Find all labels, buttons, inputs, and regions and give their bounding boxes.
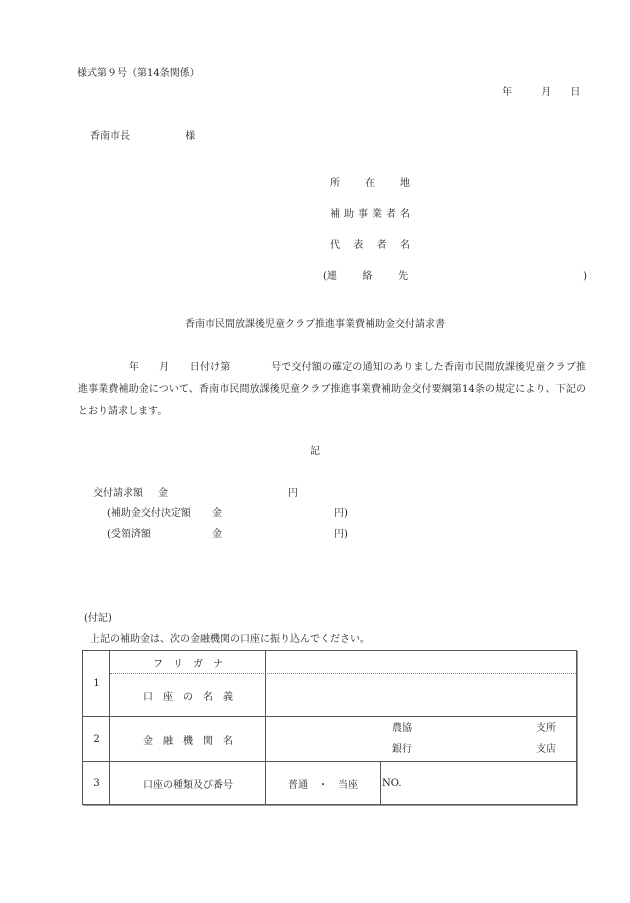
char: 在 — [365, 178, 375, 189]
char: (連 — [323, 271, 337, 282]
addressee-name: 香南市長 — [90, 131, 130, 142]
amount-label: 交付請求額 — [93, 488, 143, 499]
char: 名 — [400, 209, 410, 220]
amount-label: (受領済額 — [107, 529, 151, 540]
shisho-text: 支所 — [536, 723, 556, 734]
divider — [380, 761, 381, 804]
char: 代 — [330, 240, 340, 251]
char: 事 — [358, 209, 368, 220]
addressee — [90, 131, 195, 143]
appendix-label: (付記) — [84, 613, 112, 624]
char: 者 — [376, 240, 387, 251]
date-day: 日 — [570, 87, 581, 98]
row-number: 2 — [93, 733, 100, 745]
row-number: 1 — [93, 678, 100, 689]
amount-decided-row — [107, 508, 348, 520]
nokyo-text: 農協 — [392, 723, 412, 734]
char: 業 — [372, 209, 382, 220]
char: 者 — [386, 209, 396, 220]
char: 表 — [353, 240, 364, 251]
account-type-label: 口座の種類及び番号 — [143, 780, 233, 791]
char: 名 — [399, 240, 410, 251]
kin-mark: 金 — [158, 488, 168, 499]
contact-label — [323, 271, 587, 283]
date-month: 月 — [541, 87, 552, 98]
yen-mark: 円) — [334, 508, 348, 519]
kin-mark: 金 — [212, 508, 222, 519]
bank-name-input[interactable] — [266, 717, 577, 761]
addressee-honorific: 様 — [185, 131, 196, 142]
business-name-label — [330, 209, 410, 221]
ginko-text: 銀行 — [392, 744, 412, 755]
account-holder-label: 口 座 の 名 義 — [143, 691, 233, 703]
account-holder-input[interactable] — [266, 674, 577, 716]
char: 先 — [398, 271, 408, 282]
amount-label: (補助金交付決定額 — [107, 508, 191, 519]
bank-name-label: 金 融 機 関 名 — [143, 735, 233, 747]
char: 助 — [344, 209, 354, 220]
date-year: 年 — [502, 87, 512, 98]
char: 地 — [400, 178, 410, 189]
yen-mark: 円) — [334, 529, 348, 540]
account-number-input[interactable]: NO. — [382, 778, 402, 789]
ki-heading: 記 — [310, 446, 320, 457]
appendix-note: 上記の補助金は、次の金融機関の口座に振り込んでください。 — [90, 634, 370, 645]
yen-mark: 円 — [288, 488, 298, 499]
date-line — [502, 87, 580, 99]
bank-account-table — [82, 650, 577, 805]
contact-close-paren: ) — [583, 271, 587, 282]
representative-label — [330, 240, 410, 252]
body-text: 年 月 日付け第 号で交付額の確定の通知のありました香南市民間放課後児童クラブ推進事業費補助金について、香南市民間放課後児童クラブ推進事業費補助金交付要綱第14条の規定により、下記のとおり請求します。 — [78, 362, 586, 417]
char: 絡 — [362, 271, 373, 282]
shiten-text: 支店 — [536, 744, 556, 755]
char: 補 — [330, 209, 340, 220]
char: 所 — [330, 178, 340, 189]
form-number: 様式第９号（第14条関係） — [77, 68, 200, 79]
location-label — [330, 178, 410, 190]
amount-request-row — [93, 488, 298, 500]
account-type-select[interactable]: 普通 ・ 当座 — [288, 780, 358, 791]
row-number: 3 — [93, 778, 100, 789]
furigana-label: フ リ ガ ナ — [153, 658, 223, 670]
document-title: 香南市民間放課後児童クラブ推進事業費補助金交付請求書 — [185, 319, 445, 330]
kin-mark: 金 — [212, 529, 222, 540]
furigana-input[interactable] — [266, 651, 577, 673]
amount-received-row — [107, 529, 348, 541]
